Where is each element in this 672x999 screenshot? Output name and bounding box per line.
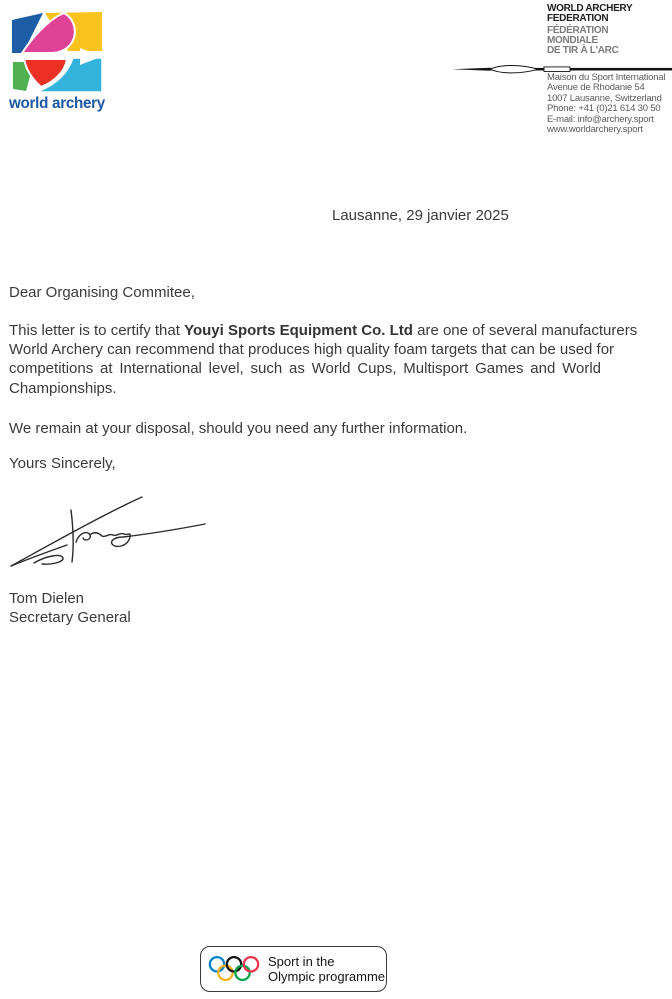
world-archery-logo <box>9 11 105 112</box>
olympic-badge-text <box>268 954 385 985</box>
org-name-en <box>547 4 672 23</box>
address-line-website: www.worldarchery.sport <box>547 124 643 136</box>
org-name-fr-line: DE TIR À L'ARC <box>547 45 619 56</box>
signature-scribble-icon <box>4 486 210 574</box>
salutation: Dear Organising Commitee, <box>9 284 195 301</box>
address-line: 1007 Lausanne, Switzerland <box>547 92 662 104</box>
address-line: Maison du Sport International <box>547 72 666 83</box>
org-name-fr-line: FÉDÉRATION <box>547 25 609 36</box>
address-line-email: E-mail: info@archery.sport <box>547 113 654 125</box>
org-name-en-line: FEDERATION <box>547 12 609 24</box>
address-block <box>547 73 672 135</box>
body-paragraph-1-line4: Championships. <box>9 379 117 397</box>
org-name-block <box>547 4 672 56</box>
company-name: Youyi Sports Equipment Co. Ltd <box>184 322 413 339</box>
para1-text-pre: This letter is to certify that <box>9 322 185 339</box>
body-paragraph-1-line2: World Archery can recommend that produces high quality foam targets that can be used for <box>9 341 615 359</box>
world-archery-logo-icon <box>10 11 103 95</box>
world-archery-wordmark: world archery <box>9 95 105 112</box>
signer-name: Tom Dielen <box>9 590 85 607</box>
address-line: Avenue de Rhodanie 54 <box>547 82 645 94</box>
closing: Yours Sincerely, <box>9 455 116 472</box>
olympic-badge-line2: Olympic programme <box>268 969 386 984</box>
org-name-fr <box>547 26 672 56</box>
olympic-rings-svg <box>208 952 260 986</box>
body-paragraph-2: We remain at your disposal, should you need any further information. <box>9 420 468 437</box>
signature-block <box>9 589 131 627</box>
signer-title: Secretary General <box>9 609 131 626</box>
org-name-fr-line: MONDIALE <box>547 35 598 46</box>
dateline: Lausanne, 29 janvier 2025 <box>332 207 509 224</box>
signature-image <box>4 486 210 574</box>
body-paragraph-1-line1 <box>9 321 638 340</box>
body-paragraph-1-line3: competitions at International level, such as World Cups, Multisport Games and World <box>9 360 601 378</box>
olympic-rings-icon <box>208 952 260 986</box>
olympic-programme-badge <box>200 946 387 992</box>
olympic-badge-line1: Sport in the <box>268 953 335 969</box>
org-name-en-line: WORLD ARCHERY <box>547 3 633 14</box>
address-line-phone: Phone: +41 (0)21 614 30 50 <box>547 103 661 115</box>
body-paragraph-1 <box>9 321 638 398</box>
para1-text-post: are one of several manufacturers <box>412 322 638 339</box>
